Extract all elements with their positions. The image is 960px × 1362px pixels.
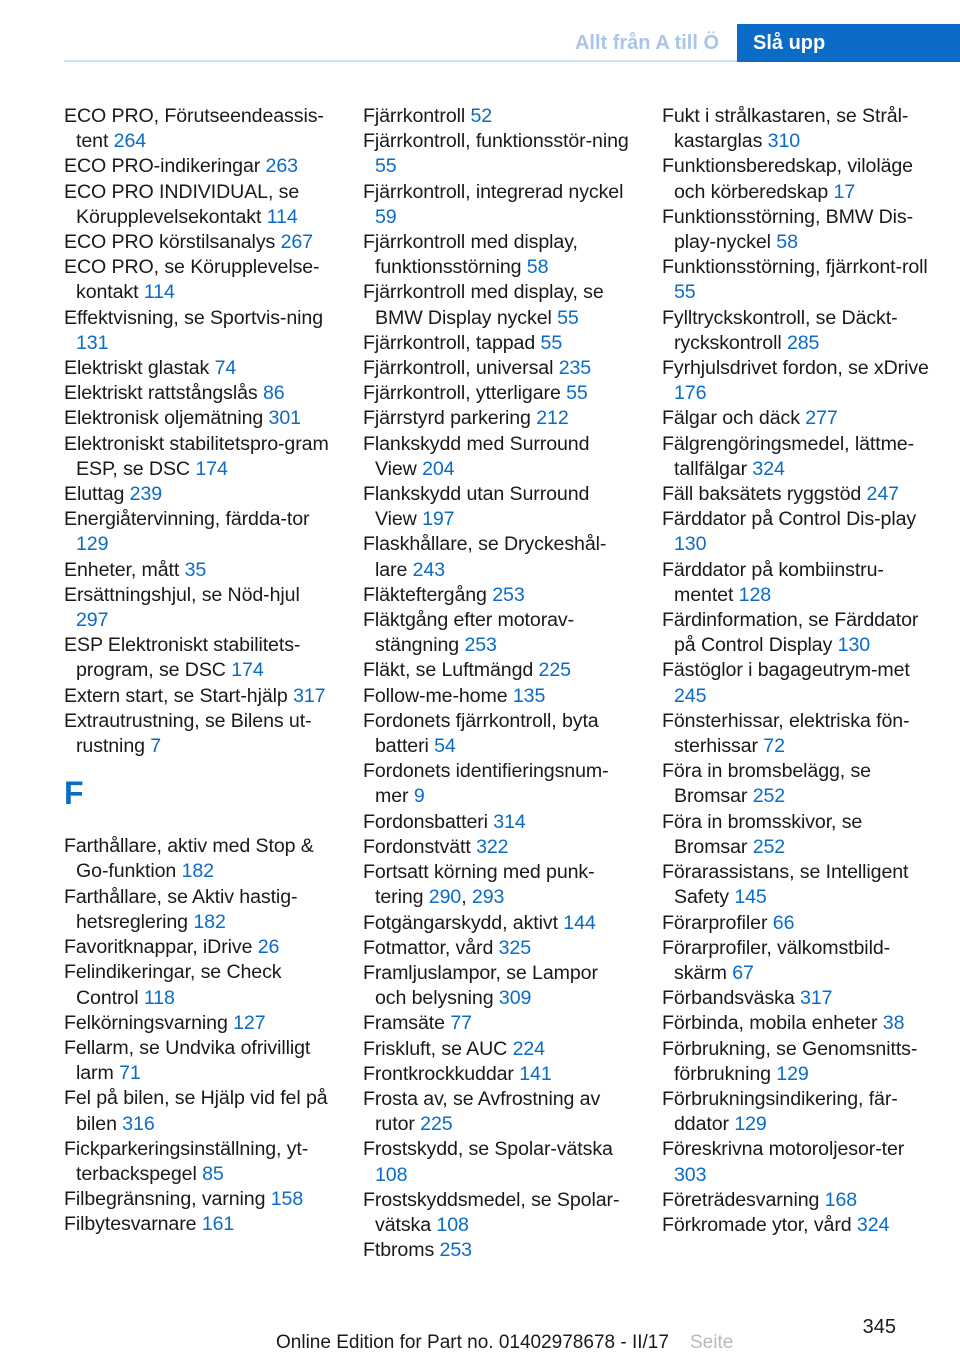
page-number: 345 xyxy=(862,1316,896,1338)
page-link[interactable]: 168 xyxy=(824,1188,858,1211)
page-link[interactable]: 301 xyxy=(268,407,301,430)
index-entry xyxy=(662,1213,930,1238)
index-entry-text: Fukt i strålkastaren, se Strål‐kastarglas xyxy=(662,105,909,153)
index-entry-text: Framljuslampor, se Lampor och belysning xyxy=(363,961,598,1010)
index-entry-text: Funktionsstörning, fjärrkont‐roll xyxy=(662,256,928,279)
index-entry xyxy=(662,356,930,406)
index-entry-text: Fjärrkontroll, integrerad nyckel xyxy=(363,180,624,203)
index-entry-text: ECO PRO-indikeringar xyxy=(64,155,261,178)
page-link[interactable]: 182 xyxy=(193,910,226,933)
page-link[interactable]: 129 xyxy=(734,1113,767,1136)
index-entry-text: Förbandsväska xyxy=(662,987,795,1010)
page-link[interactable]: 128 xyxy=(738,583,772,606)
index-entry-text: Föra in bromsskivor, se Bromsar xyxy=(662,810,863,858)
index-entry xyxy=(64,1137,334,1187)
index-entry xyxy=(64,1086,334,1136)
index-entry-text: Fjärrstyrd parkering xyxy=(363,407,531,430)
index-entry xyxy=(363,1011,633,1036)
index-entry-text: Föreskrivna motoroljesor‐ter xyxy=(662,1138,905,1161)
index-entry-text: Förarprofiler xyxy=(662,911,768,934)
index-entry-text: Fickparkeringsinställning, yt‐terbackspegel xyxy=(64,1137,309,1185)
page-link[interactable]: 114 xyxy=(143,281,175,304)
page-link[interactable]: 58 xyxy=(526,256,549,279)
page-link[interactable]: 212 xyxy=(536,407,569,430)
index-entry-text: Fjärrkontroll, tappad xyxy=(363,331,536,354)
index-entry-text: Friskluft, se AUC xyxy=(363,1037,508,1060)
index-entry-text: Elektronisk oljemätning xyxy=(64,407,264,430)
index-entry-text: ECO PRO INDIVIDUAL, se Körupplevelsekontakt xyxy=(64,180,300,228)
page-link[interactable]: 324 xyxy=(856,1213,890,1236)
index-entry xyxy=(64,558,334,583)
index-entry-text: Funktionsstörning, BMW Dis‐play-nyckel xyxy=(662,205,913,254)
index-entry xyxy=(662,1087,930,1137)
page-link[interactable]: 204 xyxy=(422,457,455,480)
index-entry xyxy=(64,583,334,633)
index-entry-text: Elektriskt glastak xyxy=(64,357,210,380)
page-link[interactable]: 235 xyxy=(558,357,592,380)
index-entry-text: Effektvisning, se Sportvis‐ning xyxy=(64,306,324,329)
index-entry-text: ESP Elektroniskt stabilitets‐program, se DSC xyxy=(64,634,301,682)
index-entry-text: Eluttag xyxy=(64,483,125,506)
index-entry-text: Filbytesvarnare xyxy=(64,1213,197,1236)
index-entry-text: Extrautrustning, se Bilens ut‐rustning xyxy=(64,709,312,758)
index-entry xyxy=(662,658,930,708)
index-entry xyxy=(662,558,930,608)
page-link[interactable]: 108 xyxy=(375,1163,408,1186)
index-entry xyxy=(662,1188,930,1213)
index-entry xyxy=(662,911,930,936)
index-entry-text: Flaskhållare, se Dryckeshål‐lare xyxy=(363,533,607,581)
page-link[interactable]: 141 xyxy=(519,1062,552,1085)
index-entry-text: Fotmattor, vård xyxy=(363,936,494,959)
page-link[interactable]: 17 xyxy=(833,180,856,203)
index-entry-text: Förbrukning, se Genomsnitts‐förbrukning xyxy=(662,1037,918,1085)
page-link[interactable]: 108 xyxy=(436,1213,469,1236)
index-entry-text: Flankskydd utan Surround View xyxy=(363,483,590,531)
page-link[interactable]: 297 xyxy=(76,609,109,632)
index-entry-text: Färddator på Control Dis‐play xyxy=(662,508,917,531)
index-entry-text: Färdinformation, se Färddator på Control Display xyxy=(662,609,919,657)
index-entry xyxy=(363,608,633,658)
index-entry-text: ECO PRO körstilsanalys xyxy=(64,231,276,254)
page-link[interactable]: 130 xyxy=(674,533,707,556)
index-entry-text: Frosta av, se Avfrostning av rutor xyxy=(363,1087,601,1136)
section-letter: F xyxy=(64,775,84,812)
page-link[interactable]: 225 xyxy=(538,659,571,682)
index-entry-text: Fläkt, se Luftmängd xyxy=(363,659,534,682)
page-link[interactable]: 252 xyxy=(752,785,786,808)
page-link[interactable]: 9 xyxy=(413,785,425,808)
index-entry xyxy=(662,1011,930,1036)
index-entry-text: Fellarm, se Undvika ofrivilligt larm xyxy=(64,1036,311,1085)
index-entry xyxy=(363,810,633,835)
index-entry xyxy=(662,986,930,1011)
page-link[interactable]: 144 xyxy=(563,911,596,934)
index-entry-text: Filbegränsning, varning xyxy=(64,1188,266,1211)
page-link[interactable]: 72 xyxy=(763,735,785,758)
page-link[interactable]: 285 xyxy=(786,331,820,354)
index-entry xyxy=(363,1037,633,1062)
index-entry-text: Follow-me-home xyxy=(363,684,508,707)
index-entry xyxy=(363,658,633,683)
page-link[interactable]: 277 xyxy=(805,407,838,430)
index-entry xyxy=(363,684,633,709)
index-entry xyxy=(64,104,334,154)
index-entry-text: Föra in bromsbelägg, se Bromsar xyxy=(662,760,871,808)
page-link[interactable]: 252 xyxy=(752,835,786,858)
index-entry xyxy=(662,1137,930,1187)
index-entry-text: Fjärrkontroll xyxy=(363,105,466,127)
index-entry xyxy=(64,1011,334,1036)
page-link[interactable]: 130 xyxy=(837,634,871,657)
page-link[interactable]: 303 xyxy=(674,1163,707,1186)
page-link[interactable]: 182 xyxy=(181,860,214,883)
index-entry-text: Frostskydd, se Spolar‐vätska xyxy=(363,1138,613,1161)
index-entry-text: Fjärrkontroll, ytterligare xyxy=(363,382,561,405)
index-entry xyxy=(64,255,334,305)
page-link[interactable]: 324 xyxy=(752,457,785,480)
index-entry-text: ECO PRO, se Körupplevelse‐kontakt xyxy=(64,256,320,304)
index-entry-text: Elektriskt rattstångslås xyxy=(64,382,258,405)
index-entry-text: Framsäte xyxy=(363,1012,445,1035)
edition-footer: Online Edition for Part no. 01402978678 - II/17 xyxy=(276,1332,669,1353)
index-entry xyxy=(363,1062,633,1087)
index-entry-text: Farthållare, se Aktiv hastig‐hetsreglering xyxy=(64,885,298,933)
index-entry-text: Fjärrkontroll, universal xyxy=(363,357,554,380)
page-link[interactable]: 243 xyxy=(412,558,446,581)
index-entry-text: Färddator på kombiinstru‐mentet xyxy=(662,558,884,606)
index-entry-text: Extern start, se Start‐hjälp xyxy=(64,684,288,707)
watermark: Seite xyxy=(690,1332,734,1353)
page-link[interactable]: 247 xyxy=(866,483,899,506)
index-entry xyxy=(662,432,930,482)
index-entry xyxy=(363,406,633,431)
page-link[interactable]: 55 xyxy=(375,155,397,178)
index-entry xyxy=(64,633,334,683)
page-link[interactable]: 58 xyxy=(776,231,798,254)
index-entry xyxy=(64,230,334,255)
index-entry-text: Förbinda, mobila enheter xyxy=(662,1012,878,1035)
index-entry: Fortsatt körning med punk‐tering 290, 293 xyxy=(363,861,595,909)
page-link[interactable]: 145 xyxy=(734,886,767,909)
page-link[interactable]: 127 xyxy=(233,1011,266,1034)
index-entry xyxy=(64,406,334,431)
page-link[interactable]: 325 xyxy=(498,936,532,959)
index-entry-text: Felkörningsvarning xyxy=(64,1011,228,1034)
index-entry xyxy=(662,608,930,658)
index-entry-text: Förkromade ytor, vård xyxy=(662,1213,852,1236)
index-entry-text: Fjärrkontroll med display, se BMW Display nyckel xyxy=(363,281,604,329)
index-entry xyxy=(662,507,930,557)
index-entry xyxy=(363,961,633,1011)
index-entry-text: ECO PRO, Förutseendeassis‐tent xyxy=(64,105,324,153)
page-link[interactable]: 253 xyxy=(492,583,525,606)
index-entry-text: Fälgrengöringsmedel, lättme‐tallfälgar xyxy=(662,432,915,480)
index-entry-text: Fjärrkontroll, funktionsstör‐ning xyxy=(363,130,629,153)
index-entry xyxy=(662,810,930,860)
index-entry xyxy=(363,936,633,961)
index-entry-text: Frostskyddsmedel, se Spolar‐vätska xyxy=(363,1188,620,1236)
index-entry xyxy=(64,1187,334,1212)
page-link[interactable]: 38 xyxy=(882,1012,905,1035)
index-column-2 xyxy=(363,104,633,1263)
page-link[interactable]: 35 xyxy=(184,558,207,581)
page-link[interactable]: 74 xyxy=(214,357,237,380)
page-link[interactable]: 67 xyxy=(732,961,754,984)
page-link[interactable]: 71 xyxy=(119,1062,141,1085)
index-entry xyxy=(662,860,930,910)
page-link[interactable]: 322 xyxy=(476,835,509,858)
index-entry-text: Frontkrockkuddar xyxy=(363,1062,514,1085)
index-entry xyxy=(662,154,930,204)
page-link[interactable]: 290 xyxy=(428,886,462,909)
index-entry-text: Fästöglor i bagageutrym‐met xyxy=(662,659,910,682)
page-link[interactable]: 197 xyxy=(422,508,455,531)
index-entry-text: Fönsterhissar, elektriska fön‐sterhissar xyxy=(662,709,910,758)
index-entry-text: Fylltryckskontroll, se Däckt‐ryckskontroll xyxy=(662,306,898,354)
index-entry xyxy=(363,835,633,860)
index-entry xyxy=(363,709,633,759)
page-link[interactable]: 54 xyxy=(434,735,456,758)
page-link[interactable]: 224 xyxy=(512,1037,545,1060)
index-entry xyxy=(662,1037,930,1087)
index-entry-text: Fordonsbatteri xyxy=(363,810,488,833)
page-link[interactable]: 86 xyxy=(262,382,285,405)
index-entry xyxy=(64,709,334,759)
index-entry xyxy=(64,960,334,1010)
index-entry xyxy=(363,1137,633,1187)
index-entry xyxy=(64,507,334,557)
index-entry-text: Fel på bilen, se Hjälp vid fel på bilen xyxy=(64,1087,328,1135)
page-link[interactable]: 114 xyxy=(266,205,298,228)
index-entry xyxy=(662,205,930,255)
page-link[interactable]: 77 xyxy=(450,1012,472,1035)
index-entry-text: Fläkteftergång xyxy=(363,583,487,606)
index-entry xyxy=(363,104,633,129)
index-entry xyxy=(64,381,334,406)
index-entry xyxy=(662,759,930,809)
index-entry xyxy=(363,180,633,230)
index-entry-text: Fäll baksätets ryggstöd xyxy=(662,483,862,506)
index-entry xyxy=(64,834,334,884)
page-link[interactable]: 52 xyxy=(470,105,493,127)
index-entry-text: Fortsatt körning med punk‐tering xyxy=(363,861,595,909)
index-entry-text: Farthållare, aktiv med Stop & Go-funktion xyxy=(64,835,314,883)
index-entry-text: Elektroniskt stabilitetspro‐gram ESP, se DSC xyxy=(64,432,329,480)
page-link[interactable]: 55 xyxy=(674,281,696,304)
page-link[interactable]: 309 xyxy=(498,987,532,1010)
index-entry xyxy=(662,482,930,507)
page-link[interactable]: 316 xyxy=(122,1112,155,1135)
page-link[interactable]: 264 xyxy=(113,130,147,153)
index-entry-text: Ersättningshjul, se Nöd‐hjul xyxy=(64,583,300,606)
page-link[interactable]: 129 xyxy=(76,533,109,556)
index-entry-text: Fläktgång efter motorav‐stängning xyxy=(363,609,575,657)
index-entry xyxy=(662,406,930,431)
page-link[interactable]: 225 xyxy=(420,1113,453,1136)
page-link[interactable]: 85 xyxy=(202,1162,224,1185)
page-link[interactable]: 26 xyxy=(257,936,280,959)
index-entry-text: Förbrukningsindikering, fär‐ddator xyxy=(662,1087,898,1136)
index-entry-text: Förarassistans, se Intelligent Safety xyxy=(662,861,909,909)
index-entry xyxy=(662,306,930,356)
index-entry xyxy=(363,230,633,280)
page-link[interactable]: 310 xyxy=(767,130,801,153)
index-entry xyxy=(64,1212,334,1237)
index-entry xyxy=(662,104,930,154)
page-link[interactable]: 7 xyxy=(150,735,162,758)
page-link[interactable]: 263 xyxy=(265,155,298,178)
index-entry xyxy=(363,532,633,582)
index-entry xyxy=(363,1188,633,1238)
index-entry-text: Funktionsberedskap, viloläge och körberedskap xyxy=(662,155,913,203)
index-entry xyxy=(662,709,930,759)
index-entry xyxy=(363,356,633,381)
index-entry-text: Enheter, mått xyxy=(64,558,180,581)
index-entry xyxy=(363,381,633,406)
index-entry-text: Favoritknappar, iDrive xyxy=(64,936,253,959)
page-link[interactable]: 317 xyxy=(800,987,833,1010)
page-link[interactable]: 239 xyxy=(129,483,163,506)
page-link[interactable]: 245 xyxy=(674,684,707,707)
index-entry-text: Fordonstvätt xyxy=(363,835,471,858)
index-entry-text: Ftbroms xyxy=(363,1239,435,1262)
page-link[interactable]: 59 xyxy=(375,205,397,228)
index-entry xyxy=(363,280,633,330)
page-link[interactable]: 161 xyxy=(201,1213,235,1236)
page-link[interactable]: 253 xyxy=(439,1239,472,1262)
index-entry xyxy=(64,482,334,507)
index-entry-text: Fjärrkontroll med display, funktionsstörning xyxy=(363,231,578,279)
page-link[interactable]: 131 xyxy=(76,331,109,354)
index-entry xyxy=(363,759,633,809)
index-entry xyxy=(363,129,633,179)
index-entry-text: Förarprofiler, välkomstbild‐skärm xyxy=(662,936,891,984)
page-link[interactable]: 267 xyxy=(280,231,313,254)
index-entry xyxy=(64,935,334,960)
page-link[interactable]: 176 xyxy=(674,382,707,405)
page-link[interactable]: 158 xyxy=(270,1188,304,1211)
index-entry xyxy=(64,885,334,935)
index-entry-text: Flankskydd med Surround View xyxy=(363,432,590,480)
page-link[interactable]: 135 xyxy=(512,684,546,707)
page-link[interactable]: 253 xyxy=(464,634,497,657)
index-entry xyxy=(363,583,633,608)
index-entry xyxy=(64,684,334,709)
index-column-3 xyxy=(662,104,930,1238)
index-entry-text: Fotgängarskydd, aktivt xyxy=(363,911,558,934)
page-link[interactable]: 118 xyxy=(143,986,175,1009)
index-entry xyxy=(662,936,930,986)
index-entry-text: Fälgar och däck xyxy=(662,407,800,430)
index-entry xyxy=(363,482,633,532)
index-entry-text: Felindikeringar, se Check Control xyxy=(64,961,282,1009)
index-entry xyxy=(363,331,633,356)
index-entry-text: Fordonets identifieringsnum‐mer xyxy=(363,760,609,808)
page-link[interactable]: 55 xyxy=(540,331,563,354)
index-entry xyxy=(64,154,334,179)
index-entry-text: Fyrhjulsdrivet fordon, se xDrive xyxy=(662,357,929,380)
page-link[interactable]: 55 xyxy=(566,382,588,405)
page-link[interactable]: 55 xyxy=(557,306,579,329)
index-entry xyxy=(64,180,334,230)
index-entry xyxy=(363,1087,633,1137)
index-entry xyxy=(363,432,633,482)
index-entry-text: Energiåtervinning, färdda‐tor xyxy=(64,508,310,531)
page-link[interactable]: 174 xyxy=(195,457,228,480)
index-entry xyxy=(64,306,334,356)
index-entry xyxy=(64,432,334,482)
index-entry xyxy=(662,255,930,305)
page-link[interactable]: 314 xyxy=(493,810,526,833)
tab-alphabetical[interactable]: Allt från A till Ö xyxy=(574,31,720,54)
tab-lookup[interactable]: Slå upp xyxy=(737,24,960,62)
index-entry-text: Företrädesvarning xyxy=(662,1188,820,1211)
index-entry xyxy=(363,911,633,936)
page-link[interactable]: 317 xyxy=(293,684,326,707)
page-link[interactable]: 293 xyxy=(471,886,505,909)
page-link[interactable]: 129 xyxy=(776,1062,809,1085)
index-entry xyxy=(64,356,334,381)
index-entry-text: Fordonets fjärrkontroll, byta batteri xyxy=(363,709,599,758)
index-entry xyxy=(64,1036,334,1086)
index-entry xyxy=(363,1238,633,1263)
page-link[interactable]: 174 xyxy=(231,659,264,682)
index-column-1 xyxy=(64,104,334,1238)
page-link[interactable]: 66 xyxy=(772,911,795,934)
